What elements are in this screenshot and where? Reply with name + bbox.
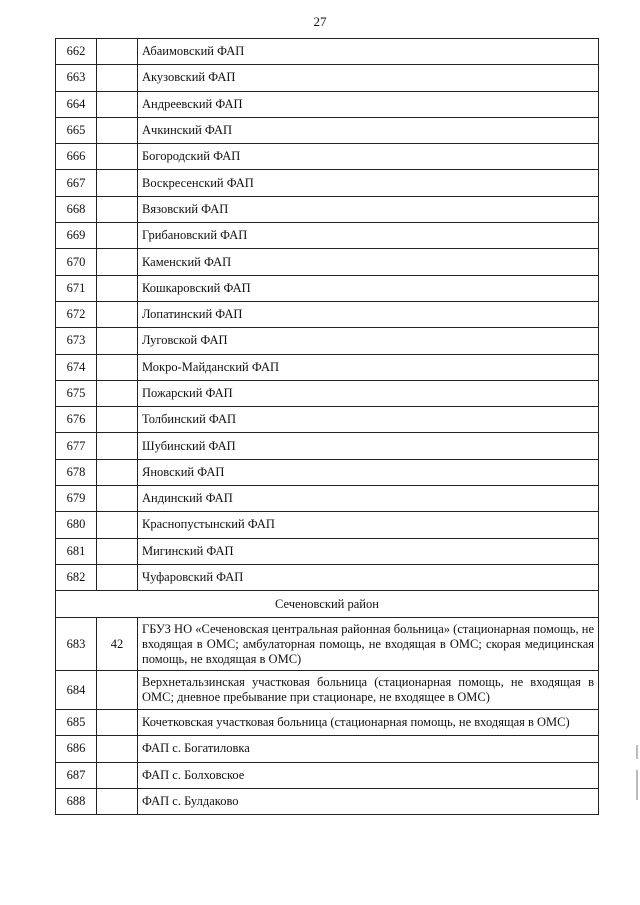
registry-table [55,38,599,815]
table-row [56,433,599,459]
row-number-cell: 687 [56,762,97,788]
table-row [56,618,599,671]
facility-name-cell: Пожарский ФАП [138,380,599,406]
code-cell [97,196,138,222]
row-number-cell: 685 [56,710,97,736]
table-row [56,564,599,590]
row-number-cell: 675 [56,380,97,406]
facility-name-cell: ГБУЗ НО «Сеченовская центральная районная больница» (стационарная помощь, не входящая в ОМС; амбулаторная помощь, не входящая в ОМС; скорая медицинская помощь, не входящая в ОМС) [138,618,599,671]
table-row [56,117,599,143]
facility-name-cell: Андинский ФАП [138,486,599,512]
table-row [56,538,599,564]
facility-name-cell: Воскресенский ФАП [138,170,599,196]
code-cell [97,144,138,170]
facility-name-cell: Акузовский ФАП [138,65,599,91]
district-heading: Сеченовский район [56,591,599,618]
row-number-cell: 671 [56,275,97,301]
facility-name-cell: Мигинский ФАП [138,538,599,564]
code-cell [97,249,138,275]
code-cell [97,170,138,196]
registry-table-body [56,39,599,815]
row-number-cell: 667 [56,170,97,196]
table-row [56,380,599,406]
facility-name-cell: Лопатинский ФАП [138,301,599,327]
row-number-cell: 676 [56,407,97,433]
code-cell [97,433,138,459]
table-row [56,762,599,788]
row-number-cell: 686 [56,736,97,762]
row-number-cell: 683 [56,618,97,671]
row-number-cell: 679 [56,486,97,512]
facility-name-cell: ФАП с. Булдаково [138,788,599,814]
table-row [56,328,599,354]
code-cell [97,736,138,762]
code-cell [97,328,138,354]
facility-name-cell: Ачкинский ФАП [138,117,599,143]
row-number-cell: 678 [56,459,97,485]
row-number-cell: 669 [56,223,97,249]
code-cell [97,223,138,249]
facility-name-cell: Каменский ФАП [138,249,599,275]
table-row [56,710,599,736]
facility-name-cell: ФАП с. Богатиловка [138,736,599,762]
code-cell: 42 [97,618,138,671]
table-row [56,223,599,249]
row-number-cell: 668 [56,196,97,222]
facility-name-cell: Толбинский ФАП [138,407,599,433]
table-row [56,459,599,485]
table-row [56,196,599,222]
row-number-cell: 665 [56,117,97,143]
facility-name-cell: Краснопустынский ФАП [138,512,599,538]
facility-name-cell: Кошкаровский ФАП [138,275,599,301]
facility-name-cell: Андреевский ФАП [138,91,599,117]
row-number-cell: 684 [56,671,97,710]
table-row [56,788,599,814]
row-number-cell: 688 [56,788,97,814]
scan-margin-mark [636,770,638,800]
code-cell [97,538,138,564]
code-cell [97,671,138,710]
row-number-cell: 682 [56,564,97,590]
facility-name-cell: Чуфаровский ФАП [138,564,599,590]
facility-name-cell: Яновский ФАП [138,459,599,485]
code-cell [97,65,138,91]
row-number-cell: 681 [56,538,97,564]
row-number-cell: 674 [56,354,97,380]
table-row [56,671,599,710]
facility-name-cell: Шубинский ФАП [138,433,599,459]
table-row [56,275,599,301]
table-row [56,486,599,512]
code-cell [97,710,138,736]
facility-name-cell: Верхнетальзинская участковая больница (стационарная помощь, не входящая в ОМС; дневное пребывание при стационаре, не входящее в ОМС) [138,671,599,710]
code-cell [97,564,138,590]
table-row [56,39,599,65]
table-row [56,144,599,170]
facility-name-cell: Богородский ФАП [138,144,599,170]
row-number-cell: 672 [56,301,97,327]
district-heading-row [56,591,599,618]
row-number-cell: 663 [56,65,97,91]
code-cell [97,512,138,538]
table-row [56,407,599,433]
table-row [56,91,599,117]
code-cell [97,380,138,406]
row-number-cell: 680 [56,512,97,538]
code-cell [97,762,138,788]
table-row [56,65,599,91]
table-row [56,249,599,275]
table-row [56,512,599,538]
row-number-cell: 664 [56,91,97,117]
code-cell [97,39,138,65]
row-number-cell: 666 [56,144,97,170]
facility-name-cell: Абаимовский ФАП [138,39,599,65]
page-number: 27 [313,14,327,29]
facility-name-cell: Грибановский ФАП [138,223,599,249]
code-cell [97,486,138,512]
scan-margin-mark [636,745,638,759]
code-cell [97,407,138,433]
table-row [56,354,599,380]
code-cell [97,788,138,814]
code-cell [97,301,138,327]
row-number-cell: 677 [56,433,97,459]
code-cell [97,91,138,117]
code-cell [97,117,138,143]
table-row [56,170,599,196]
code-cell [97,459,138,485]
row-number-cell: 662 [56,39,97,65]
table-row [56,736,599,762]
code-cell [97,354,138,380]
code-cell [97,275,138,301]
facility-name-cell: ФАП с. Болховское [138,762,599,788]
row-number-cell: 673 [56,328,97,354]
facility-name-cell: Вязовский ФАП [138,196,599,222]
facility-name-cell: Мокро-Майданский ФАП [138,354,599,380]
row-number-cell: 670 [56,249,97,275]
facility-name-cell: Кочетковская участковая больница (стационарная помощь, не входящая в ОМС) [138,710,599,736]
facility-name-cell: Луговской ФАП [138,328,599,354]
table-row [56,301,599,327]
